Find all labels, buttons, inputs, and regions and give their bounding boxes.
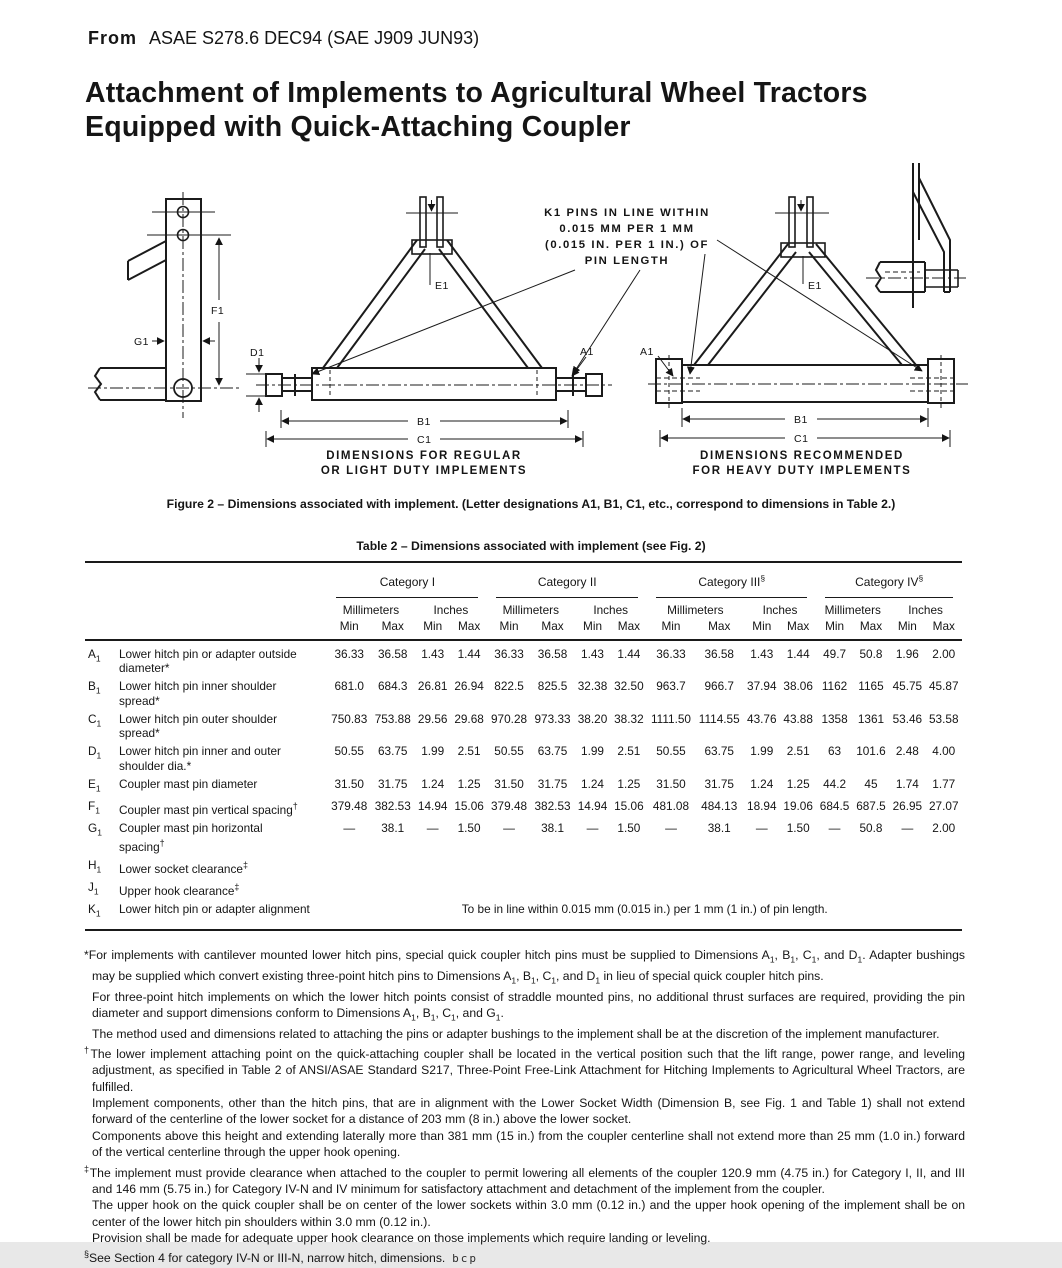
dimension-value: 684.5 xyxy=(819,798,850,813)
row-symbol: $K_1$ xyxy=(88,902,101,919)
unit-header-row xyxy=(85,598,962,618)
footnote: Provision shall be made for adequate upper hook clearance on those implements which require landing or leveling. xyxy=(92,1230,711,1245)
dimension-value: 966.7 xyxy=(704,679,734,693)
max-header: Max xyxy=(926,617,962,640)
category-header-1: Category I xyxy=(327,562,487,598)
min-header: Min xyxy=(744,617,780,640)
dimension-value: 29.56 xyxy=(417,711,448,726)
dimension-value: 681.0 xyxy=(334,679,364,693)
dimension-value: 379.48 xyxy=(490,798,528,813)
dimension-value: 18.94 xyxy=(747,798,777,813)
dimension-value: 45.87 xyxy=(929,679,959,693)
k1-annotation-line2: 0.015 MM PER 1 MM xyxy=(559,223,695,235)
label-b1-heavy: B1 xyxy=(794,414,808,426)
dimension-value: 32.38 xyxy=(577,679,608,693)
dimension-value: 44.2 xyxy=(823,776,847,791)
dimension-value: 1111.50 xyxy=(650,711,691,726)
dimension-value: 27.07 xyxy=(929,798,959,813)
label-e1-light: E1 xyxy=(435,280,449,292)
footnote: Components above this height and extending laterally more than 381 mm (15 in.) from the coupler centerline shall not extend more than 25 mm (1.0 in.) forward of the vertical centerline through the upper hook opening. xyxy=(92,1128,965,1160)
table-2-title: Table 2 – Dimensions associated with implement (see Fig. 2) xyxy=(356,539,706,553)
row-symbol: $J_1$ xyxy=(88,880,99,897)
dimension-value: 1165 xyxy=(858,679,884,693)
k1-annotation-line4: PIN LENGTH xyxy=(584,255,670,267)
k1-pins-annotation xyxy=(312,207,922,374)
k1-annotation-line3: (0.015 IN. PER 1 IN.) OF xyxy=(545,239,709,251)
row-spanning-note: To be in line within 0.015 mm (0.015 in.) per 1 mm (1 in.) of pin length. xyxy=(461,902,828,917)
dimension-value: 50.55 xyxy=(494,744,524,758)
dimension-value: 45.75 xyxy=(892,679,923,693)
max-header: Max xyxy=(531,617,575,640)
dimension-value: 14.94 xyxy=(417,798,448,813)
min-header: Min xyxy=(487,617,531,640)
dimension-value: 53.58 xyxy=(929,711,959,726)
dimension-value: 1.24 xyxy=(581,776,604,791)
footnote: The upper hook on the quick coupler shall be on center of the lower sockets within 3.0 mm (0.12 in.) and the upper hook opening of the implement shall be on center of the lower hitch pin shoulders within 3.0 mm (0.12 in.). xyxy=(92,1198,965,1229)
unit-header-mm: Millimeters xyxy=(502,602,559,617)
row-symbol: $D_1$ xyxy=(88,744,102,761)
row-symbol: $H_1$ xyxy=(88,857,102,874)
dimension-value: 38.1 xyxy=(381,821,405,836)
unit-header-in: Inches xyxy=(433,602,469,617)
dimension-value: 684.3 xyxy=(377,679,408,693)
dimension-value: 1162 xyxy=(821,679,848,693)
dimension-value: 2.51 xyxy=(457,744,481,758)
dimension-value: 825.5 xyxy=(537,679,568,693)
dimension-value: — xyxy=(503,821,515,836)
dimension-value: 36.58 xyxy=(537,646,568,661)
label-a1-light: A1 xyxy=(580,346,594,358)
dimension-value: 36.58 xyxy=(377,646,408,661)
figure-2-drawing xyxy=(60,152,1020,487)
table-row xyxy=(85,676,962,709)
dimension-value: 26.94 xyxy=(454,679,484,693)
dimension-value: 1.25 xyxy=(617,776,641,791)
dimension-value: 31.50 xyxy=(334,776,364,791)
min-header: Min xyxy=(327,617,371,640)
dimension-value: 2.00 xyxy=(932,646,956,661)
caption-light-duty-line2: OR LIGHT DUTY IMPLEMENTS xyxy=(320,465,528,477)
dimension-value: 29.68 xyxy=(454,711,484,726)
caption-heavy-duty-line1: DIMENSIONS RECOMMENDED xyxy=(700,450,904,462)
table-row xyxy=(85,877,962,899)
dimension-value: 973.33 xyxy=(534,711,571,726)
category-header-row xyxy=(85,562,962,598)
dimension-value: 31.75 xyxy=(704,776,734,791)
dimension-value: 26.81 xyxy=(417,679,448,693)
dimension-value: 38.1 xyxy=(707,821,731,836)
dimension-value: 37.94 xyxy=(747,679,777,693)
dimension-value: 1.77 xyxy=(932,776,956,791)
max-header: Max xyxy=(780,617,816,640)
row-description: Upper hook clearance‡ xyxy=(119,882,240,898)
dimension-value: 38.32 xyxy=(614,711,644,726)
row-description: Lower hitch pin or adapter alignment xyxy=(119,902,310,917)
dimension-value: 1.25 xyxy=(786,776,810,791)
dimension-value: — xyxy=(343,821,356,836)
dimension-value: 1.43 xyxy=(750,646,774,661)
dimension-value: 1.24 xyxy=(421,776,445,791)
table-row xyxy=(85,795,962,817)
source-from-stamp: From xyxy=(88,28,137,48)
unit-header-in: Inches xyxy=(762,602,798,617)
table-row xyxy=(85,818,962,854)
max-header: Max xyxy=(451,617,487,640)
dimension-value: 970.28 xyxy=(490,711,528,726)
category-header-2: Category II xyxy=(487,562,647,598)
dimension-value: 38.1 xyxy=(541,821,565,836)
dimension-value: 2.51 xyxy=(786,744,810,758)
dimension-value: 63.75 xyxy=(377,744,408,758)
table-row xyxy=(85,741,962,774)
dimension-value: 43.88 xyxy=(783,711,813,726)
row-description: Coupler mast pin vertical spacing† xyxy=(119,800,298,817)
category-header-3: Category III§ xyxy=(647,562,816,598)
dimension-value: 687.5 xyxy=(856,798,886,813)
row-symbol: $E_1$ xyxy=(88,776,101,793)
min-header: Min xyxy=(889,617,925,640)
row-empty-values xyxy=(327,854,962,876)
category-header-4: Category IV§ xyxy=(816,562,962,598)
dimension-value: 1358 xyxy=(821,711,848,726)
dimension-value: 36.33 xyxy=(334,646,364,661)
dimensions-table xyxy=(85,561,962,931)
dimension-value: 36.58 xyxy=(704,646,734,661)
dimension-value: 822.5 xyxy=(494,679,524,693)
max-header: Max xyxy=(611,617,647,640)
dimension-value: 1.44 xyxy=(786,646,810,661)
max-header: Max xyxy=(853,617,889,640)
dimension-value: 50.55 xyxy=(656,744,686,758)
dimension-value: 31.75 xyxy=(377,776,408,791)
dimension-value: 63 xyxy=(828,744,842,758)
footnote: The method used and dimensions related to attaching the pins or adapter bushings to the implement shall be at the discretion of the implement manufacturer. xyxy=(92,1026,940,1041)
dimension-value: — xyxy=(755,821,768,836)
table-body xyxy=(85,640,962,931)
dimension-value: 750.83 xyxy=(331,711,368,726)
k1-annotation-line1: K1 PINS IN LINE WITHIN xyxy=(544,207,710,219)
footnote: *For implements with cantilever mounted lower hitch pins, special quick coupler hitch pins must be supplied to Dimensions $A_1$, $B_1$, $C_1$, and $D_1$. Adapter bushings may be supplied which convert existing three-point hitch pins to Dimensions $A_1$, $B_1$, $C_1$, and $D_1$ in lieu of special quick coupler hitch pins. xyxy=(84,948,966,986)
footnote: †The lower implement attaching point on the quick-attaching coupler shall be located in the vertical position such that the lift range, power range, and leveling adjustment, as specified in Table 2 of ANSI/ASAE Standard S217, Three-Point Free-Link Attachment for Hitching Implements to Agricultural Wheel Tractors, are fulfilled. xyxy=(84,1045,965,1094)
dimension-value: 753.88 xyxy=(374,711,411,726)
footnote: ‡The implement must provide clearance when attached to the coupler to permit lowering all elements of the coupler 120.9 mm (4.75 in.) for Category I, II, and III and 146 mm (5.75 in.) for Category IV-N and IV minimum for satisfactory attachment and detachment of the implement from the coupler. xyxy=(84,1163,965,1196)
unit-header-mm: Millimeters xyxy=(824,602,881,617)
dimension-value: 1.99 xyxy=(750,744,774,758)
dimension-value: 481.08 xyxy=(652,798,690,813)
light-duty-mast-side-view xyxy=(88,192,240,418)
unit-header-mm: Millimeters xyxy=(342,602,400,617)
dimension-value: 32.50 xyxy=(614,679,644,693)
dimension-value: 2.51 xyxy=(617,744,641,758)
label-d1-light: D1 xyxy=(250,347,265,359)
row-symbol: $C_1$ xyxy=(88,711,102,728)
unit-header-mm: Millimeters xyxy=(667,602,724,617)
dimension-value: 50.55 xyxy=(334,744,364,758)
dimension-value: 31.75 xyxy=(537,776,568,791)
dimension-value: 36.33 xyxy=(494,646,524,661)
dimension-value: 43.76 xyxy=(747,711,777,726)
footnote: Implement components, other than the hitch pins, that are in alignment with the Lower Socket Width (Dimension B, see Fig. 1 and Table 1) shall not extend forward of the centerline of the lower socket for a distance of 203 mm (8 in.) above the lower socket. xyxy=(92,1096,965,1127)
dimension-value: 36.33 xyxy=(656,646,686,661)
dimension-value: 26.95 xyxy=(892,798,923,813)
row-description: Coupler mast pin diameter xyxy=(119,776,258,791)
dimension-value: 4.00 xyxy=(932,744,956,758)
page-marker: bcp xyxy=(452,1252,478,1266)
row-symbol: $B_1$ xyxy=(88,679,101,696)
dimension-value: 31.50 xyxy=(656,776,686,791)
row-description: Lower socket clearance‡ xyxy=(119,859,248,876)
dimension-value: 1114.55 xyxy=(698,711,740,726)
dimension-value: 53.46 xyxy=(892,711,923,726)
row-symbol: $A_1$ xyxy=(88,646,101,663)
row-symbol: $G_1$ xyxy=(88,821,102,838)
dimension-value: 1.99 xyxy=(421,744,445,758)
label-e1-heavy: E1 xyxy=(808,280,822,292)
dimension-value: 45 xyxy=(864,776,878,791)
label-c1-heavy: C1 xyxy=(794,433,809,445)
dimension-value: — xyxy=(586,821,599,836)
figure-caption: Figure 2 – Dimensions associated with implement. (Letter designations A1, B1, C1, etc., correspond to dimensions in Table 2.) xyxy=(166,497,896,511)
heavy-duty-mast-side-view xyxy=(866,163,966,308)
label-c1-light: C1 xyxy=(417,434,432,446)
dimension-value: 50.8 xyxy=(859,646,883,661)
min-header: Min xyxy=(574,617,610,640)
min-header: Min xyxy=(816,617,852,640)
dimension-value: 963.7 xyxy=(656,679,686,693)
footnote: §See Section 4 for category IV-N or III-N, narrow hitch, dimensions. bcp xyxy=(84,1249,478,1266)
dimension-value: 382.53 xyxy=(534,798,571,813)
dimension-value: 1.50 xyxy=(786,821,810,836)
dimension-value: 50.8 xyxy=(859,821,883,836)
dimension-value: 101.6 xyxy=(856,744,886,758)
dimension-value: 1.99 xyxy=(581,744,604,758)
dimension-value: 1.43 xyxy=(581,646,604,661)
row-description: Lower hitch pin inner shoulder spread* xyxy=(119,679,277,708)
dimension-value: 1.74 xyxy=(895,776,919,791)
dimension-value: 1.50 xyxy=(457,821,481,836)
unit-header-in: Inches xyxy=(908,602,943,617)
dimension-value: 1.44 xyxy=(457,646,481,661)
dimension-value: 19.06 xyxy=(783,798,813,813)
caption-heavy-duty-line2: FOR HEAVY DUTY IMPLEMENTS xyxy=(692,465,912,477)
table-row xyxy=(85,773,962,795)
dimension-value: 382.53 xyxy=(374,798,411,813)
dimension-value: 15.06 xyxy=(454,798,484,813)
dimension-value: 2.00 xyxy=(932,821,956,836)
dimension-value: 1361 xyxy=(857,711,885,726)
table-row xyxy=(85,708,962,741)
dimension-value: 484.13 xyxy=(701,798,738,813)
dimension-value: 1.25 xyxy=(457,776,481,791)
label-a1-heavy: A1 xyxy=(640,346,654,358)
table-row xyxy=(85,640,962,676)
dimension-value: 15.06 xyxy=(614,798,644,813)
title-line-1: Attachment of Implements to Agricultural Wheel Tractors xyxy=(85,77,868,109)
dimension-value: 1.50 xyxy=(617,821,641,836)
dimension-value: 1.96 xyxy=(895,646,919,661)
dimension-value: 63.75 xyxy=(704,744,734,758)
label-g1: G1 xyxy=(134,336,150,348)
min-header: Min xyxy=(647,617,695,640)
min-header: Min xyxy=(415,617,451,640)
dimension-value: — xyxy=(901,821,914,836)
footnotes xyxy=(84,947,965,1268)
table-row xyxy=(85,899,962,930)
label-b1-light: B1 xyxy=(417,416,431,428)
dimension-value: 63.75 xyxy=(537,744,568,758)
dimension-value: — xyxy=(828,821,841,836)
max-header: Max xyxy=(695,617,744,640)
source-standard-number: ASAE S278.6 DEC94 (SAE J909 JUN93) xyxy=(149,28,480,48)
unit-header-in: Inches xyxy=(593,602,629,617)
dimension-value: — xyxy=(665,821,677,836)
dimension-value: 1.24 xyxy=(750,776,774,791)
row-description: Coupler mast pin horizontal spacing† xyxy=(119,821,263,854)
minmax-header-row xyxy=(85,617,962,640)
dimension-value: 1.43 xyxy=(421,646,445,661)
dimension-value: 38.20 xyxy=(577,711,608,726)
footnote: For three-point hitch implements on which the lower hitch points consist of straddle mounted pins, no additional thrust surfaces are required, providing the pin diameter and support dimensions conform to Dimensions $A_1$, $B_1$, $C_1$, and $G_1$. xyxy=(92,989,965,1023)
source-reference xyxy=(88,28,479,49)
document-title xyxy=(85,76,868,144)
row-symbol: $F_1$ xyxy=(88,798,100,816)
dimension-value: 31.50 xyxy=(494,776,524,791)
label-f1: F1 xyxy=(211,305,225,317)
dimension-value: 14.94 xyxy=(577,798,608,813)
row-description: Lower hitch pin outer shoulder spread* xyxy=(119,711,278,740)
max-header: Max xyxy=(371,617,415,640)
title-line-2: Equipped with Quick-Attaching Coupler xyxy=(85,111,631,143)
dimension-value: 2.48 xyxy=(895,744,919,758)
row-description: Lower hitch pin or adapter outside diameter* xyxy=(119,646,297,675)
dimension-value: 38.06 xyxy=(783,679,813,693)
dimension-value: 49.7 xyxy=(823,646,847,661)
dimension-value: 379.48 xyxy=(331,798,368,813)
table-row xyxy=(85,854,962,876)
caption-light-duty-line1: DIMENSIONS FOR REGULAR xyxy=(326,450,522,462)
dimension-value: — xyxy=(426,821,439,836)
row-description: Lower hitch pin inner and outer shoulder dia.* xyxy=(119,744,281,773)
row-empty-values xyxy=(327,877,962,899)
dimension-value: 1.44 xyxy=(617,646,641,661)
